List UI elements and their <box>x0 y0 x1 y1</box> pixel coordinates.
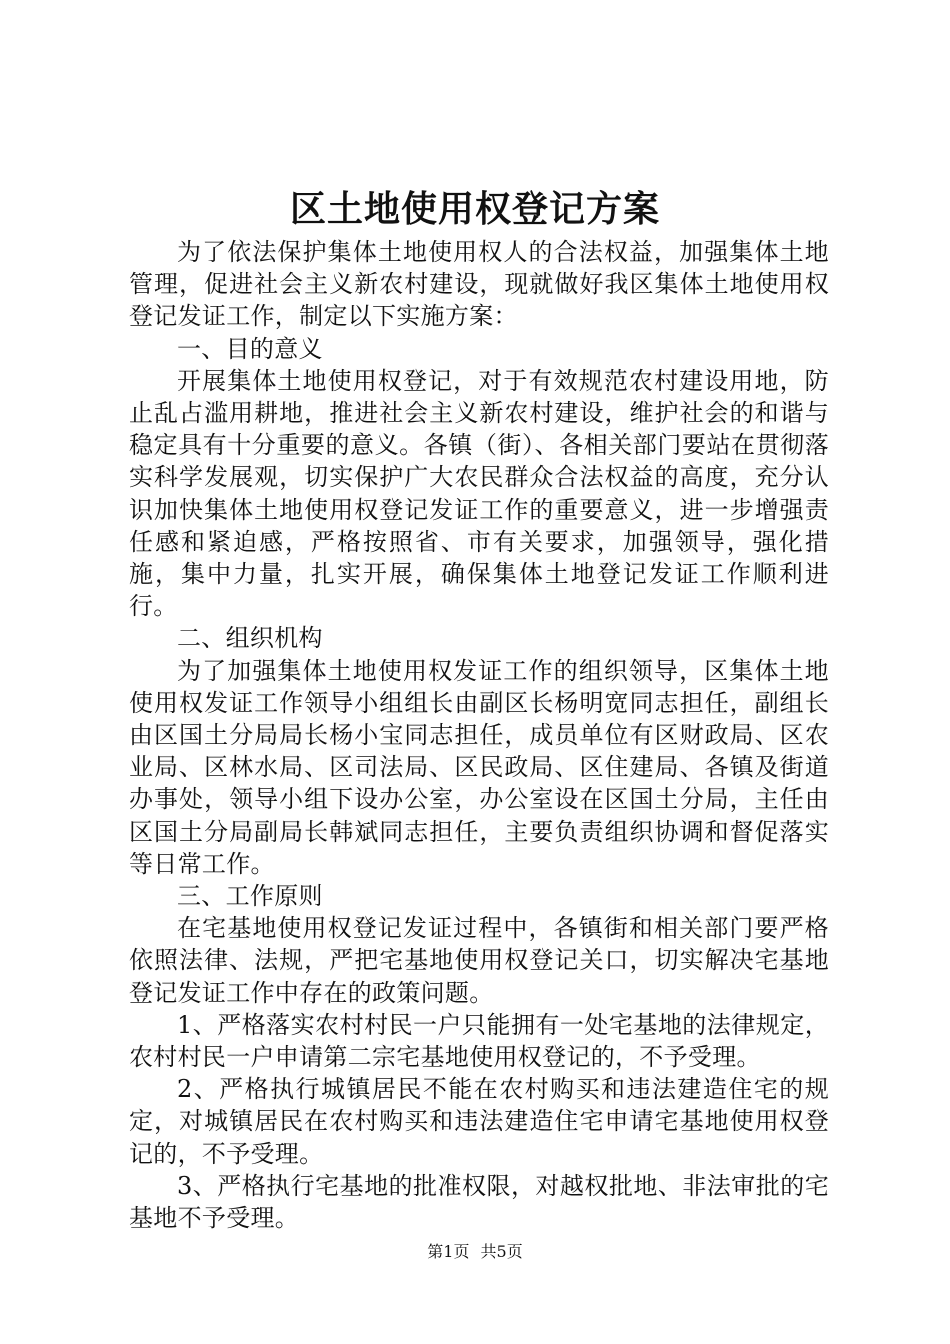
organization-paragraph: 为了加强集体土地使用权发证工作的组织领导，区集体土地使用权发证工作领导小组组长由副区长杨明宽同志担任，副组长由区国土分局局长杨小宝同志担任，成员单位有区财政局、区农业局、区林水局、区司法局、区民政局、区住建局、各镇及街道办事处，领导小组下设办公室，办公室设在区国土分局，主任由区国土分局副局长韩斌同志担任，主要负责组织协调和督促落实等日常工作。 <box>129 656 829 878</box>
principles-paragraph: 在宅基地使用权登记发证过程中，各镇街和相关部门要严格依照法律、法规，严把宅基地使用权登记关口，切实解决宅基地登记发证工作中存在的政策问题。 <box>129 914 829 1007</box>
intro-paragraph: 为了依法保护集体土地使用权人的合法权益，加强集体土地管理，促进社会主义新农村建设，现就做好我区集体土地使用权登记发证工作，制定以下实施方案： <box>129 238 829 331</box>
purpose-paragraph: 开展集体土地使用权登记，对于有效规范农村建设用地，防止乱占滥用耕地，推进社会主义新农村建设，维护社会的和谐与稳定具有十分重要的意义。各镇（街）、各相关部门要站在贯彻落实科学发展观，切实保护广大农民群众合法权益的高度，充分认识加快集体土地使用权登记发证工作的重要意义，进一步增强责任感和紧迫感，严格按照省、市有关要求，加强领导，强化措施，集中力量，扎实开展，确保集体土地登记发证工作顺利进行。 <box>129 366 829 621</box>
document-title: 区土地使用权登记方案 <box>289 188 660 230</box>
section-heading-purpose: 一、目的意义 <box>177 334 323 363</box>
page-footer <box>0 1240 950 1264</box>
principle-item-2: 2、严格执行城镇居民不能在农村购买和违法建造住宅的规定，对城镇居民在农村购买和违法建造住宅申请宅基地使用权登记的，不予受理。 <box>129 1075 829 1168</box>
section-heading-organization: 二、组织机构 <box>177 624 323 653</box>
principle-item-3: 3、严格执行宅基地的批准权限，对越权批地、非法审批的宅基地不予受理。 <box>129 1171 829 1233</box>
page-number: 第1页 <box>427 1242 470 1261</box>
document-body <box>129 236 829 1234</box>
section-heading-principles: 三、工作原则 <box>177 882 323 911</box>
principle-item-1: 1、严格落实农村村民一户只能拥有一处宅基地的法律规定，农村村民一户申请第二宗宅基地使用权登记的，不予受理。 <box>129 1010 829 1072</box>
page-total: 共5页 <box>480 1242 523 1261</box>
